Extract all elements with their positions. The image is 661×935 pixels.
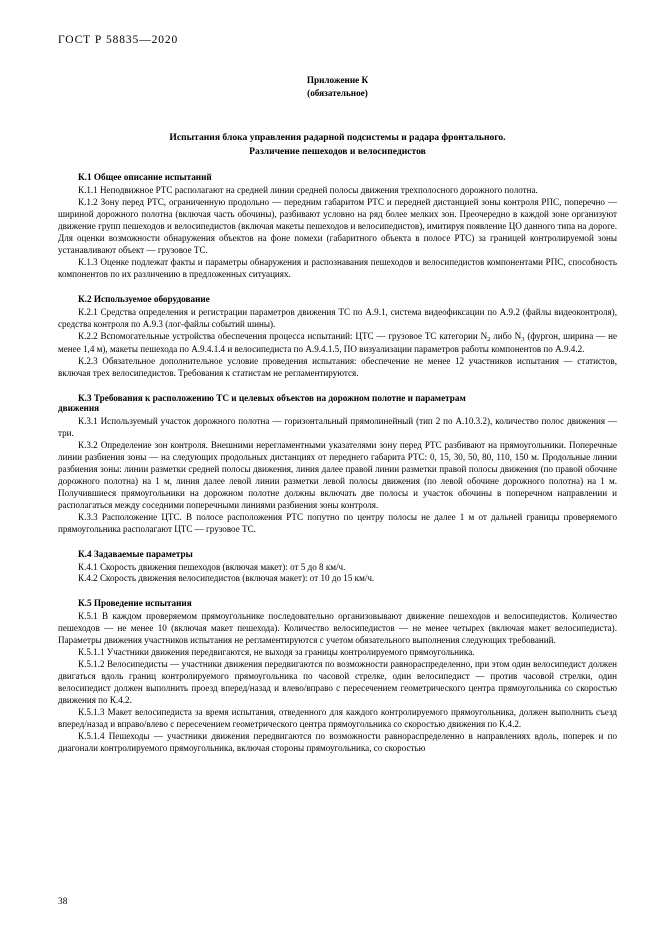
section-heading-k4: К.4 Задаваемые параметры — [78, 548, 193, 559]
section-heading-k5: К.5 Проведение испытания — [78, 598, 192, 609]
page-title-line-2: Различение пешеходов и велосипедистов — [249, 146, 426, 158]
paragraph-k3-3: К.3.3 Расположение ЦТС. В полосе расположения РТС попутно по центру полосы не далее 1 м от дальней границы проверяемого прямоугольника располагают ЦТС — грузовое ТС. — [58, 511, 617, 534]
paragraph-k5-1-3: К.5.1.3 Макет велосипедиста за время испытания, отведенного для каждого контролируемого прямоугольника, должен выполнить съезд вперед/назад и вправо/влево с пересечением геометрического центра прямоугольника со скоростью движения по К.4.2. — [58, 707, 617, 730]
section-heading-k1: К.1 Общее описание испытаний — [78, 172, 212, 183]
paragraph-k2-2: К.2.2 Вспомогательные устройства обеспечения процесса испытаний: ЦТС — грузовое ТС категории $N_2$ либо $N_3$ (фургон, ширина — не менее 1,4 м), макеты пешехода по А.9.4.1.4 и велосипедиста по А.9.4.1.5, ПО визуализации параметров работы компонентов по А.9.4.2. — [58, 330, 617, 355]
paragraph-k2-3: К.2.3 Обязательное дополнительное условие проведения испытания: обеспечение не менее 12 участников испытания — статистов, включая трех велосипедистов. Требования к статистам не регламентируются. — [58, 356, 617, 379]
paragraph-k5-1-4: К.5.1.4 Пешеходы — участники движения передвигаются по возможности равнораспределенно в направлениях вдоль, поперек и по диагонали контролируемого прямоугольника, включая стороны прямоугольника, со скоростью — [58, 730, 617, 753]
page-title — [58, 131, 617, 159]
paragraph-k4-1: К.4.1 Скорость движения пешеходов (включая макет): от 5 до 8 км/ч. — [78, 561, 346, 572]
paragraph-k4-2: К.4.2 Скорость движения велосипедистов (включая макет): от 10 до 15 км/ч. — [78, 573, 375, 584]
page-title-line-1: Испытания блока управления радарной подсистемы и радара фронтального. — [169, 132, 506, 144]
paragraph-k5-1-2: К.5.1.2 Велосипедисты — участники движения передвигаются по возможности равнораспределенно, при этом один велосипедист должен двигаться вдоль границ контролируемого прямоугольника по часовой стрелке, один велосипедист — против часовой стрелки, один велосипедист должен выполнить проезд вперед/назад и влево/вправо с пересечением геометрического центра прямоугольника со скоростью движения по К.4.2. — [58, 659, 617, 706]
paragraph-k1-1: К.1.1 Неподвижное РТС располагают на средней линии средней полосы движения трехполосного дорожного полотна. — [78, 185, 538, 196]
section-heading-k3-line-2: движения — [58, 403, 100, 413]
annex-label: Приложение К — [306, 75, 369, 85]
paragraph-k3-1: К.3.1 Используемый участок дорожного полотна — горизонтальный прямолинейный (тип 2 по А.10.3.2), количество полос движения — три. — [58, 416, 617, 438]
paragraph-k3-2: К.3.2 Определение зон контроля. Внешними нерегламентными указателями зону перед РТС разбивают на прямоугольники. Поперечные линии разбиения зоны — на следующих продольных дистанциях от переднего габарита РТС: 0, 15, 30, 50, 80, 110, 150 м. Продольные линии разбиения зоны: линии разметки средней полосы движения, линия далее правой линии разметки правой полосы движения (по правой обочине дорожного полотна) на 1 м, линия далее левой линии разметки левой полосы движения (по левой обочине дорожного полотна) на 1 м. Получившиеся прямоугольники на дорожном полотне должны включать две полосы и участок обочины в поперечном направлении и располагаться между соседними поперечными линиями разбиения зоны контроля. — [58, 439, 617, 510]
annex-block — [58, 74, 617, 99]
annex-obligatory-note: (обязательное) — [307, 87, 368, 98]
paragraph-k1-3: К.1.3 Оценке подлежат факты и параметры обнаружения и распознавания пешеходов и велосипедистов компонентами РПС, способность компонентов по их различению в предложенных ситуациях. — [58, 256, 617, 279]
paragraph-k1-2: К.1.2 Зону перед РТС, ограниченную продольно — передним габаритом РТС и передней дистанцией зоны контроля РПС, поперечно — шириной дорожного полотна (включая часть обочины), разбивают условно на ряд более мелких зон. Преочередно в каждой зоне организуют движение групп пешеходов и велосипедистов (включая макеты пешеходов и велосипедистов), имитируя появление ЦО данного типа на дороге. Для оценки возможности обнаружения объектов на фоне помехи (габаритного объекта в полосе РТС) за границей контролируемой зоны устанавливают объект — грузовое ТС. — [58, 197, 617, 255]
section-heading-k3 — [58, 393, 617, 413]
paragraph-k5-1: К.5.1 В каждом проверяемом прямоугольнике последовательно организовывают движение пешеходов и велосипедистов. Количество пешеходов — не менее 10 (включая макет пешехода). Количество велосипедистов — не менее четырех (включая макет велосипедиста). Параметры движения участников испытания не регламентируются с учетом обязательного выполнения следующих требований. — [58, 611, 617, 646]
section-heading-k3-line-1: К.3 Требования к расположению ТС и целевых объектов на дорожном полотне и параметрам — [78, 393, 466, 403]
paragraph-k2-1: К.2.1 Средства определения и регистрации параметров движения ТС по А.9.1, система видеофиксации по А.9.2 (файлы видеоконтроля), средства контроля по А.9.3 (лог-файлы событий шины). — [58, 306, 617, 329]
standard-id-header: ГОСТ Р 58835—2020 — [58, 34, 179, 46]
paragraph-k5-1-1: К.5.1.1 Участники движения передвигаются, не выходя за границы контролируемого прямоугольника. — [78, 647, 475, 658]
page-number: 38 — [58, 897, 68, 907]
section-heading-k2: К.2 Используемое оборудование — [78, 293, 210, 304]
